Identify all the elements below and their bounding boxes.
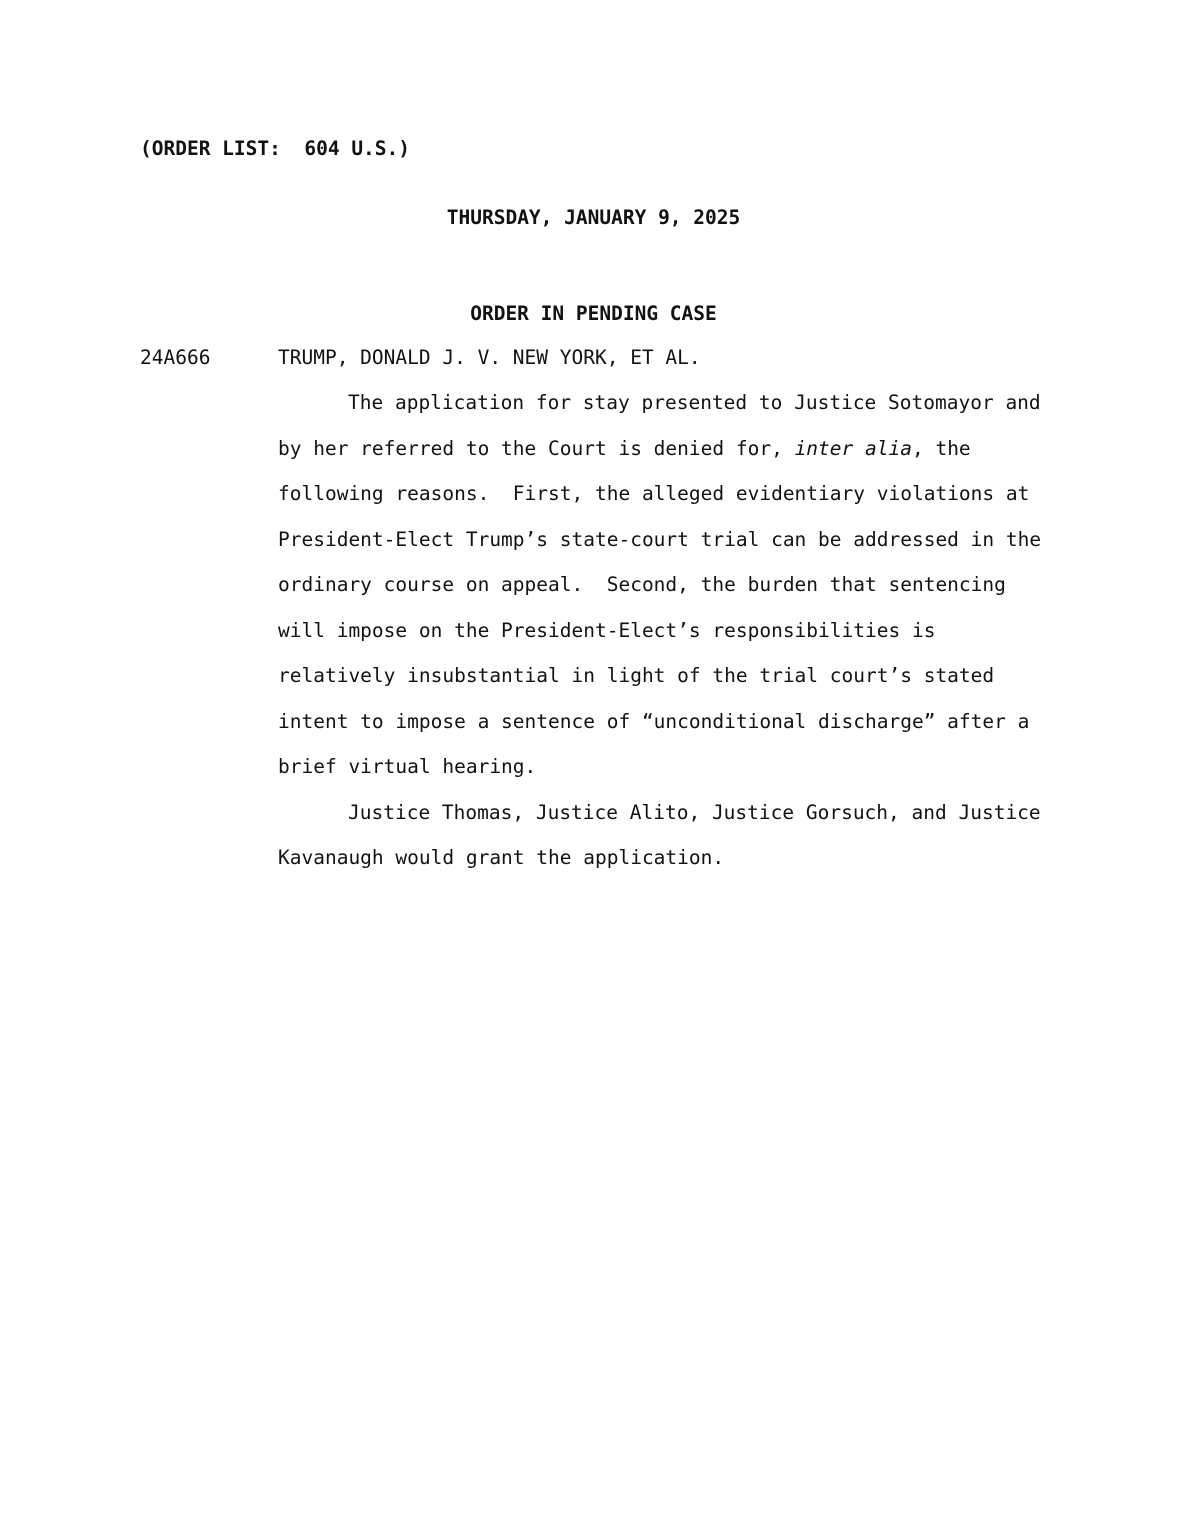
body-line: President-Elect Trump’s state-court trial can be addressed in the <box>278 527 1042 551</box>
body-line: intent to impose a sentence of “unconditional discharge” after a <box>278 709 1030 733</box>
body-line: relatively insubstantial in light of the trial court’s stated <box>278 664 995 687</box>
date-line: THURSDAY, JANUARY 9, 2025 <box>446 206 741 229</box>
body-line: brief virtual hearing. <box>278 755 537 778</box>
case-name: TRUMP, DONALD J. V. NEW YORK, ET AL. <box>278 346 701 369</box>
body-line: Kavanaugh would grant the application. <box>278 846 725 869</box>
section-title: ORDER IN PENDING CASE <box>470 302 717 325</box>
body-line-segment-italic: inter alia <box>794 436 912 460</box>
body-line-segment: , the <box>911 436 971 460</box>
body-line: following reasons. First, the alleged evidentiary violations at <box>278 482 1030 505</box>
body-line: ordinary course on appeal. Second, the burden that sentencing <box>278 573 1006 596</box>
body-line: The application for stay presented to Justice Sotomayor and <box>348 391 1041 414</box>
order-list-header: (ORDER LIST: 604 U.S.) <box>140 137 411 160</box>
body-line: will impose on the President-Elect’s responsibilities is <box>278 618 936 642</box>
body-line: Justice Thomas, Justice Alito, Justice Gorsuch, and Justice <box>348 800 1041 824</box>
order-body <box>278 380 1068 881</box>
docket-number: 24A666 <box>140 346 211 369</box>
body-line <box>278 426 1068 472</box>
body-line-segment: by her referred to the Court is denied for, <box>278 436 795 460</box>
